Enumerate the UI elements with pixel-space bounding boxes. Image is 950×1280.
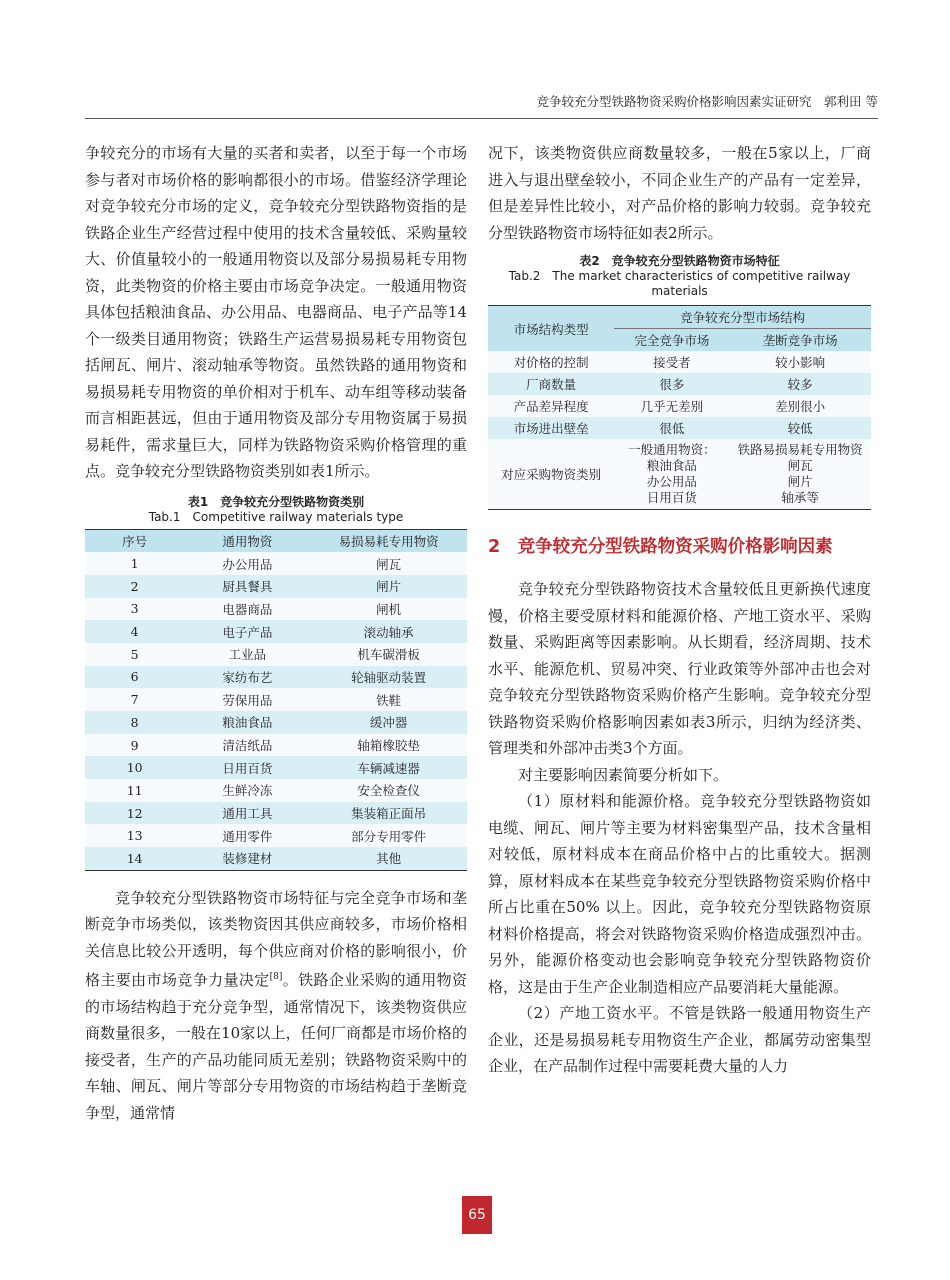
table2-last-label: 对应采购物资类别 (501, 467, 602, 482)
table-cell: 通用零件 (222, 828, 273, 844)
table-cell: 12 (126, 805, 143, 821)
table2-last-col2-line: 闸瓦 (787, 458, 813, 473)
running-header: 竞争较充分型铁路物资采购价格影响因素实证研究 郭利田 等 (536, 94, 878, 109)
left-paragraph-2-text-b: 。铁路企业采购的通用物资的市场结构趋于充分竞争型，通常情况下，该类物资供应商数量很多，一般在10家以上，任何厂商都是市场价格的接受者，生产的产品功能同质无差别；铁路物资采购中的车轴、闸瓦、闸片等部分专用物资的市场结构趋于垄断竞争型，通常情 (85, 971, 467, 1122)
table1-caption-en: Tab.1 Competitive railway materials type (148, 509, 404, 524)
table-cell: 差别很小 (775, 399, 826, 414)
header-rule (85, 118, 878, 119)
table-cell: 5 (130, 646, 139, 662)
table-cell: 对价格的控制 (513, 355, 589, 370)
table-row (85, 552, 467, 575)
table-cell: 滚动轴承 (363, 624, 414, 640)
table-cell: 轴箱橡胶垫 (357, 738, 420, 754)
table-row (488, 439, 871, 510)
table-row (488, 373, 871, 395)
left-paragraph-2-text-a: 竞争较充分型铁路物资市场特征与完全竞争市场和垄断竞争市场类似，该类物资因其供应商较多，市场价格相关信息比较公开透明，每个供应商对价格的影响很小，价格主要由市场竞争力量决定 (85, 888, 467, 990)
table-cell: 13 (126, 828, 143, 844)
table2-last-col2-line: 闸片 (787, 474, 813, 489)
table-row (488, 395, 871, 417)
table2 (488, 305, 871, 510)
table-cell: 3 (130, 601, 139, 617)
section-2-title: 2 竞争较充分型铁路物资采购价格影响因素 (488, 537, 833, 557)
table2-last-col1-line: 日用百货 (646, 490, 697, 505)
right-paragraph-2: 竞争较充分型铁路物资技术含量较低且更新换代速度慢，价格主要受原材料和能源价格、产地工资水平、采购数量、采购距离等因素影响。从长期看，经济周期、技术水平、能源危机、贸易冲突、行业政策等外部冲击也会对竞争较充分型铁路物资采购价格产生影响。竞争较充分型铁路物资采购价格影响因素如表3所示，归纳为经济类、管理类和外部冲击类3个方面。 (488, 580, 871, 757)
table-cell: 闸片 (376, 579, 402, 595)
table-cell: 闸机 (376, 601, 402, 617)
table-cell: 安全检查仪 (357, 783, 420, 799)
table-cell: 8 (130, 714, 139, 730)
table2-header-structure: 市场结构类型 (513, 321, 589, 337)
table-cell: 1 (130, 556, 139, 572)
table-cell: 接受者 (653, 355, 691, 370)
table-cell: 10 (126, 760, 143, 776)
table-row (85, 847, 467, 870)
table-cell: 产品差异程度 (513, 399, 589, 414)
table2-last-col1-line: 一般通用物资： (628, 442, 716, 457)
table-cell: 集装箱正面吊 (351, 806, 427, 822)
table-cell: 清洁纸品 (222, 738, 273, 754)
table-cell: 通用工具 (222, 806, 273, 822)
table-cell: 6 (130, 669, 139, 685)
table-row (85, 688, 467, 711)
table-cell: 车辆减速器 (357, 760, 420, 776)
table2-header-row (488, 306, 871, 329)
table-row (85, 666, 467, 689)
table-cell: 办公用品 (222, 556, 273, 572)
table-cell: 9 (130, 737, 139, 753)
table-cell: 日用百货 (222, 760, 273, 776)
left-paragraph-1: 争较充分的市场有大量的买者和卖者，以至于每一个市场参与者对市场价格的影响都很小的市场。借鉴经济学理论对竞争较充分市场的定义，竞争较充分型铁路物资指的是铁路企业生产经营过程中使用的技术含量较低、采购量较大、价值量较小的一般通用物资以及部分易损易耗专用物资，此类物资的价格主要由市场竞争决定。一般通用物资具体包括粮油食品、办公用品、电器商品、电子产品等14个一级类目通用物资；铁路生产运营易损易耗专用物资包括闸瓦、闸片、滚动轴承等物资。虽然铁路的通用物资和易损易耗专用物资的单价相对于机车、动车组等移动装备而言相距甚远，但由于通用物资及部分专用物资属于易损易耗件，需求量巨大，同样为铁路物资采购价格管理的重点。竞争较充分型铁路物资类别如表1所示。 (85, 144, 467, 480)
table-cell: 闸瓦 (376, 556, 402, 572)
table-cell: 铁鞋 (376, 692, 402, 708)
table-cell: 很多 (659, 377, 685, 392)
table-cell: 几乎无差别 (640, 399, 704, 414)
table2-subheader-monopolistic: 垄断竞争市场 (729, 329, 871, 352)
table2-last-col1 (614, 439, 729, 510)
table-row (85, 643, 467, 666)
table2-last-col2-line: 轴承等 (781, 490, 819, 505)
table-cell: 缓冲器 (369, 715, 408, 731)
table1-header-index: 序号 (122, 533, 148, 549)
table2-header-group: 竞争较充分型市场结构 (680, 310, 806, 325)
table1-header-general: 通用物资 (222, 533, 273, 549)
table2-subheader-perfect: 完全竞争市场 (614, 329, 729, 352)
table-row (85, 824, 467, 847)
table-row (85, 620, 467, 643)
table-cell: 7 (130, 692, 139, 708)
page-number: 65 (462, 1196, 492, 1234)
table-cell: 劳保用品 (222, 692, 273, 708)
table1-header-row (85, 529, 467, 552)
table-cell: 电器商品 (222, 601, 273, 617)
table-row (85, 575, 467, 598)
table-cell: 市场进出壁垒 (513, 421, 589, 436)
table-cell: 11 (126, 782, 143, 798)
table-row (85, 802, 467, 825)
table2-last-col2-line: 铁路易损易耗专用物资 (737, 442, 863, 457)
table-cell: 厂商数量 (526, 377, 577, 392)
table-cell: 机车碳滑板 (357, 647, 420, 663)
table2-caption-cn: 表2 竞争较充分型铁路物资市场特征 (579, 254, 780, 268)
table2-last-col1-line: 办公用品 (646, 474, 697, 489)
left-paragraph-2 (85, 885, 467, 1127)
table-cell: 较多 (787, 377, 813, 392)
table1 (85, 529, 467, 871)
table2-last-col1-line: 粮油食品 (646, 458, 697, 473)
table1-caption-cn: 表1 竞争较充分型铁路物资类别 (187, 494, 365, 509)
table-row (85, 779, 467, 802)
table-row (488, 351, 871, 373)
table-cell: 其他 (376, 851, 402, 867)
table-cell: 装修建材 (222, 851, 273, 867)
table-cell: 家纺布艺 (222, 669, 273, 685)
table-cell: 轮轴驱动装置 (351, 669, 427, 685)
table-row (85, 756, 467, 779)
table-cell: 2 (130, 578, 139, 594)
citation-ref: [8] (269, 972, 283, 983)
table-row (488, 417, 871, 439)
table-cell: 厨具餐具 (222, 579, 273, 595)
table-cell: 工业品 (228, 647, 267, 663)
left-column (85, 140, 467, 1126)
table-cell: 较低 (787, 421, 813, 436)
table-row (85, 711, 467, 734)
table1-header-special: 易损易耗专用物资 (338, 533, 439, 549)
table-cell: 较小影响 (775, 355, 826, 370)
table-cell: 4 (130, 624, 139, 640)
table-cell: 生鲜冷冻 (222, 783, 273, 799)
right-paragraph-1: 况下，该类物资供应商数量较多，一般在5家以上，厂商进入与退出壁垒较小，不同企业生产的产品有一定差异，但是差异性比较小，对产品价格的影响力较弱。竞争较充分型铁路物资市场特征如表2所示。 (488, 144, 871, 242)
table-cell: 很低 (659, 421, 685, 436)
table-cell: 粮油食品 (222, 715, 273, 731)
table-cell: 14 (126, 850, 143, 866)
right-paragraph-4: （1）原材料和能源价格。竞争较充分型铁路物资如电缆、闸瓦、闸片等主要为材料密集型产品，技术含量相对较低，原材料成本在商品价格中占的比重较大。据测算，原材料成本在某些竞争较充分型铁路物资采购价格中所占比重在50% 以上。因此，竞争较充分型铁路物资原材料价格提高，将会对铁路物资采购价格造成强烈冲击。另外，能源价格变动也会影响竞争较充分型铁路物资价格，这是由于生产企业制造相应产品要消耗大量能源。 (488, 792, 871, 996)
table-row (85, 598, 467, 621)
right-paragraph-3: 对主要影响因素简要分析如下。 (518, 765, 729, 784)
table-cell: 部分专用零件 (351, 828, 427, 844)
table2-caption-en-1: Tab.2 The market characteristics of competitive railway (508, 269, 851, 283)
table2-caption-en-2: materials (651, 284, 708, 298)
right-column (488, 140, 871, 1080)
table2-last-col2 (729, 439, 871, 510)
table-row (85, 734, 467, 757)
table-cell: 电子产品 (222, 624, 273, 640)
right-paragraph-5: （2）产地工资水平。不管是铁路一般通用物资生产企业，还是易损易耗专用物资生产企业，都属劳动密集型企业，在产品制作过程中需要耗费大量的人力 (488, 1004, 871, 1075)
